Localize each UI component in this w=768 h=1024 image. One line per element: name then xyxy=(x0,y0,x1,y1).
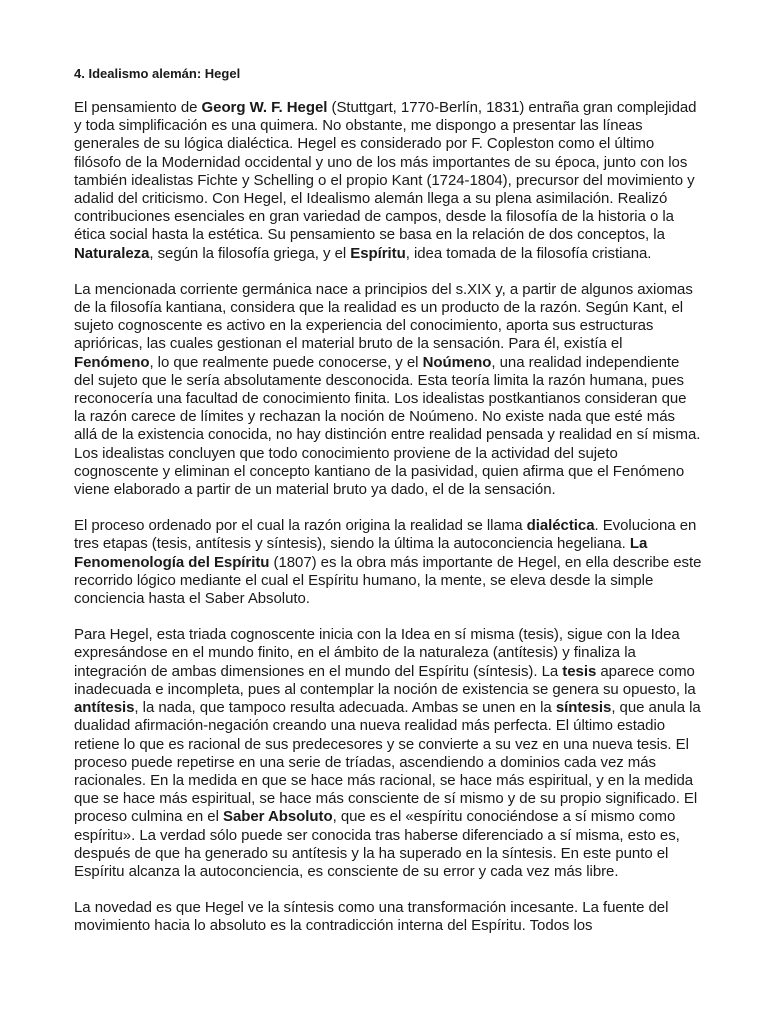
p3-text-3: (1807) es la obra más importante de Hegel, en ella describe este recorrido lógico mediante el cual el Espíritu humano, la mente, se eleva desde la simple conciencia hasta el Saber Absoluto. xyxy=(74,553,702,608)
p4-bold-antitesis: antítesis xyxy=(74,699,135,717)
paragraph-intro xyxy=(74,99,702,263)
p4-text-1: Para Hegel, esta triada cognoscente inicia con la Idea en sí misma (tesis), sigue con la Idea expresándose en el mundo finito, en el ámbito de la naturaleza (antítesis) y finaliza la integración de ambas dimensiones en el mundo del Espíritu (síntesis). La xyxy=(74,626,680,680)
section-heading: 4. Idealismo alemán: Hegel xyxy=(74,66,241,81)
p5-text-1: La novedad es que Hegel ve la síntesis como una transformación incesante. La fuente del movimiento hacia lo absoluto es la contradicción interna del Espíritu. Todos los xyxy=(74,899,669,935)
p1-text-4: , idea tomada de la filosofía cristiana. xyxy=(405,244,652,262)
paragraph-triada xyxy=(74,626,702,881)
p1-bold-espiritu: Espíritu xyxy=(350,244,406,262)
paragraph-novedad xyxy=(74,899,702,935)
p4-text-2: aparece como inadecuada e incompleta, pues al contemplar la noción de existencia se genera su opuesto, la xyxy=(74,662,696,698)
p2-text-1: La mencionada corriente germánica nace a principios del s.XIX y, a partir de algunos axiomas de la filosofía kantiana, considera que la realidad es un producto de la razón. Según Kant, el sujeto cognoscente es activo en la experiencia del conocimiento, aporta sus estructuras aprióricas, las cuales gestionan el material bruto de la sensación. Para él, existía el xyxy=(74,280,693,353)
p1-text-3: , según la filosofía griega, y el xyxy=(149,244,351,262)
p4-text-4: , que anula la dualidad afirmación-negación creando una nueva realidad más perfecta. El último estadio retiene lo que es racional de sus predecesores y se convierte a su vez en una nueva tesis. El proceso puede repetirse en una serie de tríadas, ascendiendo a dominios cada vez más racionales. En la medida en que se hace más racional, se hace más espiritual, y en la medida que se hace más espiritual, se hace más consciente de sí mismo y de su propio significado. El proceso culmina en el xyxy=(74,699,701,826)
document-page xyxy=(74,64,702,954)
p1-bold-hegel: Georg W. F. Hegel xyxy=(201,99,328,116)
p2-bold-fenomeno: Fenómeno xyxy=(74,353,150,371)
paragraph-dialectica xyxy=(74,517,702,608)
paragraph-idealismo xyxy=(74,281,702,499)
p1-text-1: El pensamiento de xyxy=(74,99,202,116)
p4-bold-saber-absoluto: Saber Absoluto xyxy=(222,808,333,826)
p4-bold-tesis: tesis xyxy=(562,662,597,680)
p1-text-2: (Stuttgart, 1770-Berlín, 1831) entraña gran complejidad y toda simplificación es una quimera. No obstante, me dispongo a presentar las líneas generales de su lógica dialéctica. Hegel es considerado por F. Copleston como el último filósofo de la Modernidad occidental y uno de los más importantes de su época, junto con los también idealistas Fichte y Schelling o el propio Kant (1724-1804), precursor del movimiento y adalid del criticismo. Con Hegel, el Idealismo alemán llega a su plena asimilación. Realizó contribuciones esenciales en gran variedad de campos, desde la filosofía de la historia o la ética social hasta la estética. Su pensamiento se basa en la relación de dos conceptos, la xyxy=(74,99,697,244)
p3-bold-fenomenologia: La Fenomenología del Espíritu xyxy=(74,535,648,571)
p1-bold-naturaleza: Naturaleza xyxy=(74,244,150,262)
p2-bold-noumeno: Noúmeno xyxy=(422,353,492,371)
p2-text-2: , lo que realmente puede conocerse, y el xyxy=(149,353,423,371)
p2-text-3: , una realidad independiente del sujeto que le sería absolutamente desconocida. Esta teoría limita la razón humana, pues reconocería una facultad de conocimiento finita. Los idealistas postkantianos consideran que la razón carece de límites y rechazan la noción de Noúmeno. No existe nada que esté más allá de la existencia conocida, no hay distinción entre realidad pensada y realidad en sí misma. Los idealistas concluyen que todo conocimiento proviene de la actividad del sujeto cognoscente y eliminan el concepto kantiano de la pasividad, quien afirma que el Fenómeno viene elaborado a partir de un material bruto ya dado, el de la sensación. xyxy=(74,353,701,499)
p3-text-2: . Evoluciona en tres etapas (tesis, antítesis y síntesis), siendo la última la autoconciencia hegeliana. xyxy=(74,517,697,553)
p4-bold-sintesis: síntesis xyxy=(555,699,612,717)
p4-text-3: , la nada, que tampoco resulta adecuada. Ambas se unen en la xyxy=(134,699,556,717)
p4-text-5: , que es el «espíritu conociéndose a sí mismo como espíritu». La verdad sólo puede ser conocida tras haberse diferenciado a sí misma, esto es, después de que ha generado su antítesis y la ha superado en la síntesis. En este punto el Espíritu alcanza la autoconciencia, es consciente de su error y cada vez más libre. xyxy=(74,808,680,880)
p3-bold-dialectica: dialéctica xyxy=(526,517,595,535)
p3-text-1: El proceso ordenado por el cual la razón origina la realidad se llama xyxy=(74,517,527,535)
